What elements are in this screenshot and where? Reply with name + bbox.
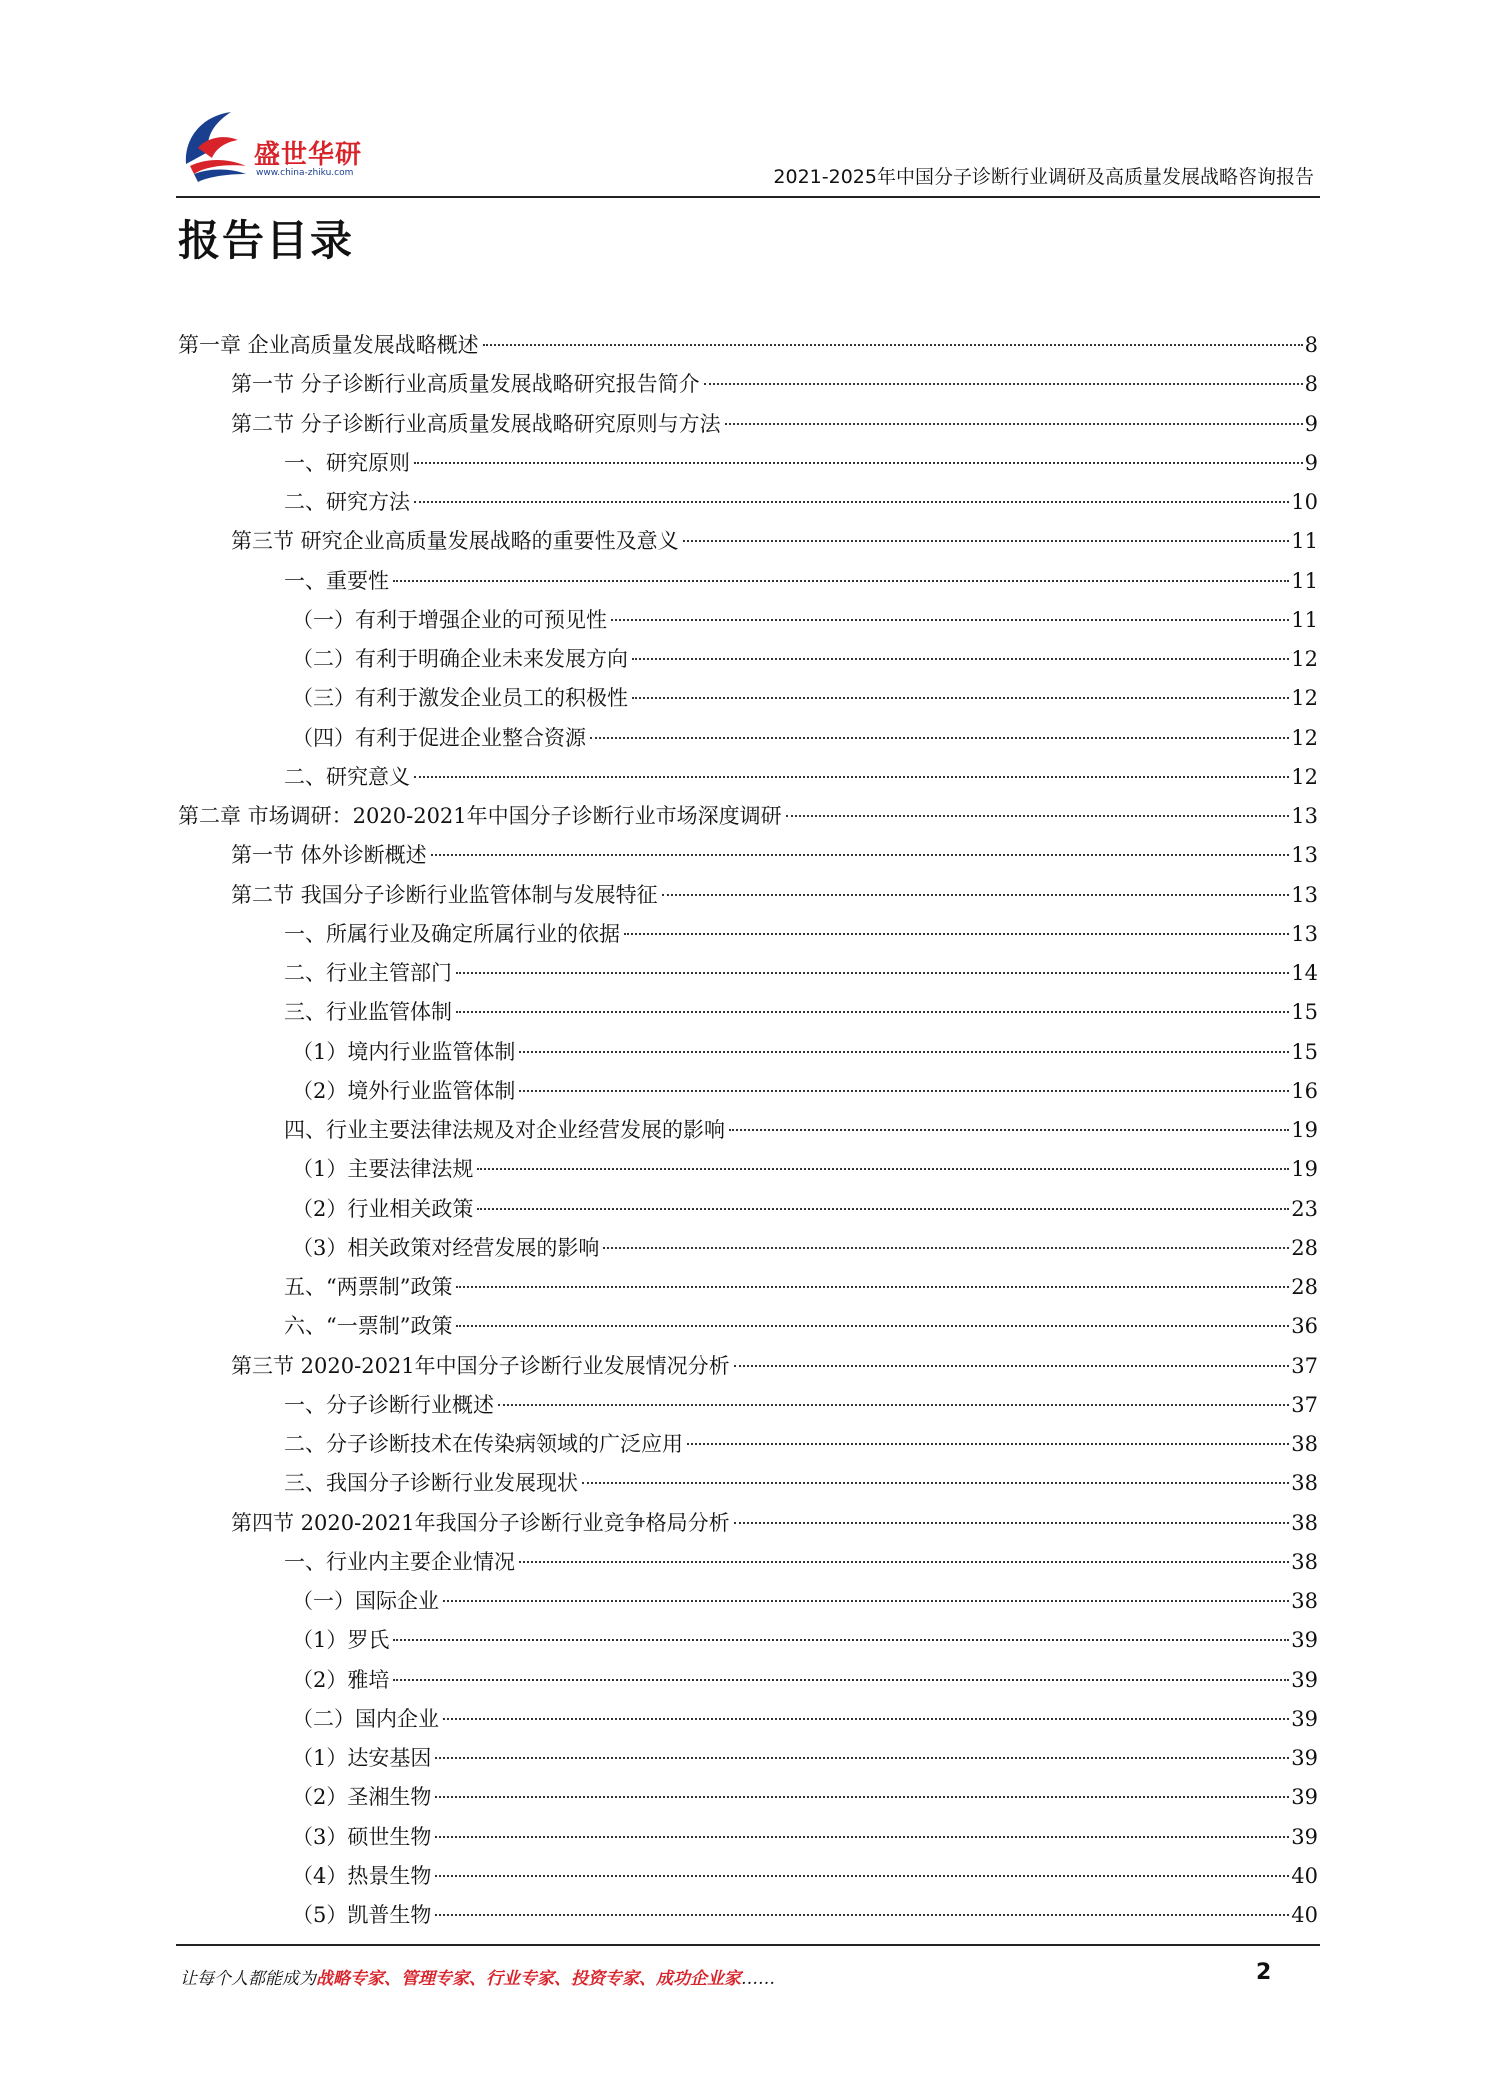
toc-leader-dots bbox=[734, 1364, 1290, 1367]
toc-entry-page: 38 bbox=[1291, 1589, 1318, 1613]
toc-entry-title: （1）罗氏 bbox=[292, 1628, 390, 1653]
toc-entry-page: 37 bbox=[1291, 1392, 1318, 1417]
toc-entry-title: 五、“两票制”政策 bbox=[284, 1275, 453, 1299]
toc-leader-dots bbox=[683, 539, 1290, 542]
toc-entry-page: 28 bbox=[1291, 1275, 1318, 1299]
toc-entry-page: 40 bbox=[1291, 1903, 1318, 1927]
toc-entry-page: 39 bbox=[1291, 1824, 1318, 1849]
toc-entry-title: （2）行业相关政策 bbox=[292, 1196, 474, 1221]
toc-entry-page: 13 bbox=[1291, 843, 1318, 868]
toc-entry[interactable] bbox=[178, 915, 1318, 954]
toc-leader-dots bbox=[477, 1167, 1289, 1170]
toc-entry-page: 39 bbox=[1291, 1628, 1318, 1653]
table-of-contents bbox=[178, 326, 1318, 1935]
toc-entry[interactable] bbox=[178, 1307, 1318, 1346]
toc-entry-title: 二、行业主管部门 bbox=[284, 961, 452, 985]
toc-leader-dots bbox=[624, 932, 1289, 935]
toc-leader-dots bbox=[483, 343, 1303, 346]
toc-entry-page: 39 bbox=[1291, 1785, 1318, 1810]
toc-entry-title: 第一节 分子诊断行业高质量发展战略研究报告简介 bbox=[231, 372, 700, 397]
toc-entry-page: 14 bbox=[1291, 961, 1318, 985]
toc-entry-page: 39 bbox=[1291, 1667, 1318, 1692]
toc-leader-dots bbox=[519, 1089, 1289, 1092]
page-number: 2 bbox=[1256, 1960, 1272, 1985]
toc-entry-title: 一、所属行业及确定所属行业的依据 bbox=[284, 921, 620, 946]
toc-entry-title: 第三节 2020-2021年中国分子诊断行业发展情况分析 bbox=[231, 1353, 730, 1378]
toc-entry-title: （1）主要法律法规 bbox=[292, 1157, 474, 1182]
toc-entry-title: 第二节 分子诊断行业高质量发展战略研究原则与方法 bbox=[231, 411, 721, 436]
toc-entry-title: （一）国际企业 bbox=[292, 1589, 439, 1613]
toc-entry-title: 四、行业主要法律法规及对企业经营发展的影响 bbox=[284, 1118, 725, 1142]
report-title: 2021-2025年中国分子诊断行业调研及高质量发展战略咨询报告 bbox=[773, 166, 1314, 188]
toc-leader-dots bbox=[687, 1442, 1289, 1445]
toc-entry-page: 38 bbox=[1291, 1471, 1318, 1496]
toc-entry[interactable] bbox=[178, 1347, 1318, 1386]
toc-leader-dots bbox=[632, 657, 1289, 660]
company-logo bbox=[176, 104, 396, 188]
toc-entry-page: 39 bbox=[1291, 1746, 1318, 1770]
toc-entry-page: 11 bbox=[1291, 568, 1318, 593]
toc-leader-dots bbox=[611, 618, 1289, 621]
toc-entry[interactable] bbox=[178, 1739, 1318, 1778]
toc-entry-page: 36 bbox=[1291, 1314, 1318, 1339]
toc-entry-title: （一）有利于增强企业的可预见性 bbox=[292, 607, 607, 632]
logo-name: 盛世华研 bbox=[254, 140, 363, 170]
slogan-suffix: …… bbox=[741, 1969, 775, 1989]
toc-entry-page: 38 bbox=[1291, 1510, 1318, 1535]
toc-leader-dots bbox=[443, 1717, 1289, 1720]
toc-leader-dots bbox=[393, 1678, 1289, 1681]
toc-entry-title: 三、我国分子诊断行业发展现状 bbox=[284, 1471, 578, 1496]
toc-leader-dots bbox=[435, 1913, 1289, 1916]
toc-entry-title: 一、研究原则 bbox=[284, 450, 410, 475]
toc-entry[interactable] bbox=[178, 1896, 1318, 1935]
toc-leader-dots bbox=[393, 1638, 1289, 1641]
toc-entry-title: （四）有利于促进企业整合资源 bbox=[292, 725, 586, 750]
toc-leader-dots bbox=[456, 1285, 1289, 1288]
toc-entry-title: 六、“一票制”政策 bbox=[284, 1314, 453, 1339]
toc-entry[interactable] bbox=[178, 993, 1318, 1032]
toc-entry[interactable] bbox=[178, 719, 1318, 758]
toc-entry[interactable] bbox=[178, 1504, 1318, 1543]
toc-entry-page: 15 bbox=[1291, 1000, 1318, 1025]
toc-entry-page: 19 bbox=[1291, 1118, 1318, 1142]
toc-leader-dots bbox=[456, 1324, 1289, 1327]
toc-entry-page: 40 bbox=[1291, 1863, 1318, 1888]
slogan-prefix: 让每个人都能成为 bbox=[180, 1969, 316, 1989]
toc-leader-dots bbox=[414, 461, 1303, 464]
footer-slogan bbox=[180, 1964, 775, 1989]
toc-entry-title: 第四节 2020-2021年我国分子诊断行业竞争格局分析 bbox=[231, 1510, 730, 1535]
page-title: 报告目录 bbox=[178, 216, 355, 265]
toc-leader-dots bbox=[662, 893, 1290, 896]
toc-entry-page: 11 bbox=[1291, 529, 1318, 554]
toc-entry[interactable] bbox=[178, 1190, 1318, 1229]
toc-leader-dots bbox=[725, 422, 1303, 425]
toc-entry-page: 28 bbox=[1291, 1235, 1318, 1260]
toc-entry[interactable] bbox=[178, 876, 1318, 915]
toc-leader-dots bbox=[734, 1521, 1290, 1524]
toc-entry-page: 12 bbox=[1291, 764, 1318, 789]
toc-entry[interactable] bbox=[178, 1621, 1318, 1660]
toc-leader-dots bbox=[582, 1481, 1289, 1484]
toc-entry-title: （1）境内行业监管体制 bbox=[292, 1039, 516, 1064]
toc-entry-page: 16 bbox=[1291, 1078, 1318, 1103]
toc-entry[interactable] bbox=[178, 1229, 1318, 1268]
toc-leader-dots bbox=[414, 500, 1289, 503]
toc-entry-page: 8 bbox=[1304, 333, 1318, 357]
toc-leader-dots bbox=[519, 1560, 1289, 1563]
toc-entry-page: 38 bbox=[1291, 1549, 1318, 1574]
toc-leader-dots bbox=[704, 382, 1303, 385]
toc-entry[interactable] bbox=[178, 1150, 1318, 1189]
toc-entry-title: 第二节 我国分子诊断行业监管体制与发展特征 bbox=[231, 882, 658, 907]
toc-entry[interactable] bbox=[178, 954, 1318, 993]
toc-entry-page: 23 bbox=[1291, 1196, 1318, 1221]
toc-entry-title: （2）雅培 bbox=[292, 1667, 390, 1692]
toc-entry-page: 11 bbox=[1291, 607, 1318, 632]
toc-entry[interactable] bbox=[178, 640, 1318, 679]
toc-entry-page: 13 bbox=[1291, 882, 1318, 907]
toc-entry[interactable] bbox=[178, 1268, 1318, 1307]
toc-entry[interactable] bbox=[178, 1778, 1318, 1817]
toc-entry-title: 三、行业监管体制 bbox=[284, 1000, 452, 1025]
toc-entry-page: 13 bbox=[1291, 804, 1318, 828]
toc-leader-dots bbox=[435, 1835, 1289, 1838]
toc-entry[interactable] bbox=[178, 797, 1318, 836]
toc-entry-page: 12 bbox=[1291, 647, 1318, 671]
toc-leader-dots bbox=[431, 853, 1290, 856]
toc-entry-title: （2）圣湘生物 bbox=[292, 1785, 432, 1810]
logo-url: www.china-zhiku.com bbox=[256, 168, 354, 178]
toc-entry-title: （3）相关政策对经营发展的影响 bbox=[292, 1235, 600, 1260]
toc-entry[interactable] bbox=[178, 601, 1318, 640]
toc-leader-dots bbox=[519, 1050, 1289, 1053]
toc-entry-title: 一、分子诊断行业概述 bbox=[284, 1392, 494, 1417]
toc-entry[interactable] bbox=[178, 836, 1318, 875]
toc-entry[interactable] bbox=[178, 1818, 1318, 1857]
toc-entry[interactable] bbox=[178, 1464, 1318, 1503]
toc-entry[interactable] bbox=[178, 1111, 1318, 1150]
toc-entry[interactable] bbox=[178, 1700, 1318, 1739]
toc-entry[interactable] bbox=[178, 679, 1318, 718]
toc-leader-dots bbox=[603, 1246, 1289, 1249]
toc-entry-page: 37 bbox=[1291, 1353, 1318, 1378]
toc-entry-page: 10 bbox=[1291, 490, 1318, 514]
toc-entry-title: 第二章 市场调研：2020-2021年中国分子诊断行业市场深度调研 bbox=[178, 804, 782, 828]
toc-leader-dots bbox=[786, 814, 1290, 817]
toc-leader-dots bbox=[632, 696, 1289, 699]
toc-entry-page: 13 bbox=[1291, 921, 1318, 946]
toc-entry[interactable] bbox=[178, 562, 1318, 601]
toc-entry-page: 9 bbox=[1304, 450, 1318, 475]
toc-leader-dots bbox=[456, 1010, 1289, 1013]
toc-entry-title: （2）境外行业监管体制 bbox=[292, 1078, 516, 1103]
logo-emblem-icon bbox=[176, 104, 256, 188]
toc-entry[interactable] bbox=[178, 522, 1318, 561]
toc-entry-page: 38 bbox=[1291, 1432, 1318, 1456]
toc-entry-page: 9 bbox=[1304, 411, 1318, 436]
toc-entry-page: 19 bbox=[1291, 1157, 1318, 1182]
toc-entry-title: 第三节 研究企业高质量发展战略的重要性及意义 bbox=[231, 529, 679, 554]
toc-leader-dots bbox=[435, 1795, 1289, 1798]
toc-entry-page: 8 bbox=[1304, 372, 1318, 397]
toc-entry-page: 39 bbox=[1291, 1706, 1318, 1731]
toc-entry[interactable] bbox=[178, 1543, 1318, 1582]
toc-entry-title: 二、研究意义 bbox=[284, 764, 410, 789]
toc-entry-page: 12 bbox=[1291, 725, 1318, 750]
toc-entry-title: （二）国内企业 bbox=[292, 1706, 439, 1731]
toc-entry-title: （三）有利于激发企业员工的积极性 bbox=[292, 686, 628, 711]
toc-entry[interactable] bbox=[178, 1661, 1318, 1700]
toc-entry-title: （3）硕世生物 bbox=[292, 1824, 432, 1849]
toc-entry[interactable] bbox=[178, 483, 1318, 522]
toc-entry-title: （1）达安基因 bbox=[292, 1746, 432, 1770]
toc-entry[interactable] bbox=[178, 1072, 1318, 1111]
toc-entry-title: 一、重要性 bbox=[284, 568, 389, 593]
toc-entry[interactable] bbox=[178, 1425, 1318, 1464]
page-header bbox=[176, 100, 1320, 198]
toc-entry-page: 12 bbox=[1291, 686, 1318, 711]
toc-entry-title: 一、行业内主要企业情况 bbox=[284, 1549, 515, 1574]
toc-entry-title: 第一章 企业高质量发展战略概述 bbox=[178, 333, 479, 357]
toc-leader-dots bbox=[590, 736, 1289, 739]
toc-entry[interactable] bbox=[178, 758, 1318, 797]
toc-entry[interactable] bbox=[178, 326, 1318, 365]
toc-entry-title: 第一节 体外诊断概述 bbox=[231, 843, 427, 868]
toc-entry[interactable] bbox=[178, 1033, 1318, 1072]
toc-leader-dots bbox=[435, 1874, 1289, 1877]
toc-leader-dots bbox=[393, 579, 1289, 582]
toc-entry[interactable] bbox=[178, 1386, 1318, 1425]
slogan-highlight: 战略专家、管理专家、行业专家、投资专家、成功企业家 bbox=[316, 1969, 741, 1989]
toc-leader-dots bbox=[498, 1403, 1289, 1406]
toc-leader-dots bbox=[414, 775, 1289, 778]
toc-entry[interactable] bbox=[178, 405, 1318, 444]
toc-entry-title: 二、分子诊断技术在传染病领域的广泛应用 bbox=[284, 1432, 683, 1456]
toc-leader-dots bbox=[729, 1128, 1289, 1131]
toc-entry-title: （4）热景生物 bbox=[292, 1863, 432, 1888]
toc-entry[interactable] bbox=[178, 444, 1318, 483]
toc-leader-dots bbox=[477, 1207, 1289, 1210]
toc-entry[interactable] bbox=[178, 365, 1318, 404]
toc-leader-dots bbox=[456, 971, 1289, 974]
toc-leader-dots bbox=[443, 1599, 1289, 1602]
toc-entry-title: （5）凯普生物 bbox=[292, 1903, 432, 1927]
toc-entry[interactable] bbox=[178, 1582, 1318, 1621]
toc-entry[interactable] bbox=[178, 1857, 1318, 1896]
footer-divider bbox=[176, 1944, 1320, 1946]
toc-entry-page: 15 bbox=[1291, 1039, 1318, 1064]
toc-entry-title: 二、研究方法 bbox=[284, 490, 410, 514]
toc-leader-dots bbox=[435, 1756, 1289, 1759]
toc-entry-title: （二）有利于明确企业未来发展方向 bbox=[292, 647, 628, 671]
